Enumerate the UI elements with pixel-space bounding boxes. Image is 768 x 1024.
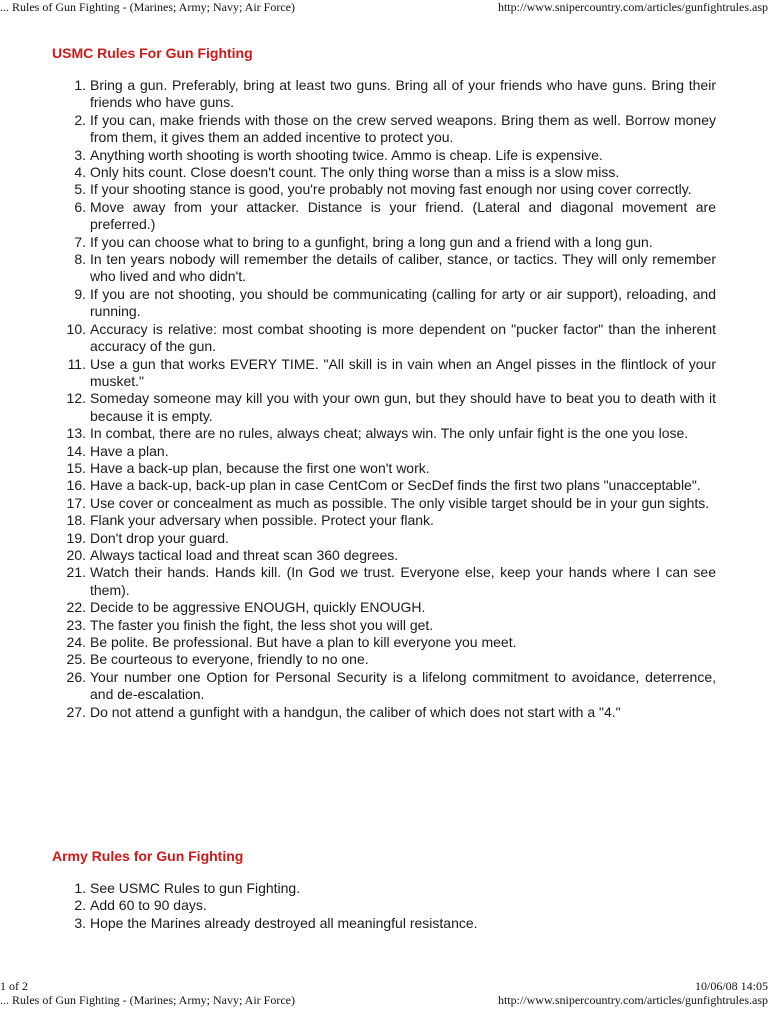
rule-number: 15. [66, 459, 86, 476]
usmc-rule-item [52, 669, 716, 704]
usmc-rule-item [52, 234, 716, 251]
rule-number: 4. [74, 164, 86, 181]
usmc-rule-item [52, 530, 716, 547]
rule-text: If you are not shooting, you should be communicating (calling for arty or air support), reloading, and running. [90, 285, 716, 320]
usmc-rule-item [52, 599, 716, 616]
usmc-rule-item [52, 321, 716, 356]
rule-text: Use cover or concealment as much as possible. The only visible target should be in your gun sights. [90, 494, 710, 511]
rule-number: 14. [66, 442, 86, 459]
rule-number: 2. [74, 897, 86, 914]
rule-number: 2. [74, 111, 86, 128]
rule-text: Your number one Option for Personal Security is a lifelong commitment to avoidance, deterrence, and de-escalation. [90, 668, 716, 703]
rule-text: Anything worth shooting is worth shooting twice. Ammo is cheap. Life is expensive. [90, 146, 603, 163]
rule-number: 6. [74, 198, 86, 215]
print-header [0, 0, 768, 16]
rule-text: Accuracy is relative: most combat shooting is more dependent on "pucker factor" than the inherent accuracy of the gun. [90, 320, 716, 355]
rule-text: Use a gun that works EVERY TIME. "All skill is in vain when an Angel pisses in the flintlock of your musket." [90, 355, 716, 389]
usmc-rule-item [52, 477, 716, 494]
rule-number: 12. [66, 390, 86, 407]
army-rule-item [52, 897, 716, 914]
rule-text: The faster you finish the fight, the less shot you will get. [90, 616, 434, 633]
rule-number: 8. [74, 251, 86, 268]
rule-text: Have a back-up, back-up plan in case CentCom or SecDef finds the first two plans "unacceptable". [90, 477, 701, 494]
header-url: http://www.snipercountry.com/articles/gunfightrules.asp [497, 0, 768, 14]
rule-text: Don't drop your guard. [90, 529, 229, 546]
army-rule-item [52, 915, 716, 932]
rule-number: 22. [66, 599, 86, 616]
usmc-rule-item [52, 199, 716, 234]
usmc-rule-item [52, 617, 716, 634]
rule-number: 1. [74, 880, 86, 896]
usmc-rule-item [52, 251, 716, 286]
rule-number: 3. [74, 146, 86, 163]
rule-number: 23. [66, 616, 86, 633]
usmc-rule-item [52, 634, 716, 651]
rule-number: 3. [74, 914, 86, 931]
rule-number: 13. [66, 425, 86, 442]
rule-text: If your shooting stance is good, you're probably not moving fast enough nor using cover correctly. [90, 181, 692, 198]
army-rule-item [52, 880, 716, 897]
usmc-rule-item [52, 443, 716, 460]
rule-number: 21. [66, 564, 86, 581]
rule-text: Someday someone may kill you with your own gun, but they should have to beat you to death with it because it is empty. [90, 390, 716, 424]
rule-text: Hope the Marines already destroyed all meaningful resistance. [90, 914, 478, 931]
usmc-rule-item [52, 651, 716, 668]
rule-number: 11. [67, 355, 86, 372]
usmc-rule-item [52, 547, 716, 564]
rule-text: Do not attend a gunfight with a handgun, the caliber of which does not start with a "4." [90, 703, 621, 720]
header-page-title: ... Rules of Gun Fighting - (Marines; Army; Navy; Air Force) [0, 0, 295, 14]
rule-number: 19. [66, 529, 86, 546]
rule-number: 16. [66, 477, 86, 494]
rule-number: 27. [66, 703, 86, 720]
rule-number: 9. [74, 285, 86, 302]
usmc-rule-item [52, 564, 716, 599]
rule-number: 24. [66, 634, 86, 650]
next-header-url: http://www.snipercountry.com/articles/gunfightrules.asp [497, 993, 768, 1007]
next-page-header [0, 993, 768, 1009]
rule-text: Watch their hands. Hands kill. (In God we trust. Everyone else, keep your hands where I can see them). [90, 564, 716, 598]
rule-text: See USMC Rules to gun Fighting. [90, 880, 301, 896]
usmc-rule-item [52, 112, 716, 147]
rule-text: Have a back-up plan, because the first one won't work. [90, 459, 430, 476]
next-header-page-title: ... Rules of Gun Fighting - (Marines; Army; Navy; Air Force) [0, 993, 295, 1007]
usmc-rule-item [52, 356, 716, 391]
army-rules-list [52, 880, 716, 932]
rule-text: Decide to be aggressive ENOUGH, quickly ENOUGH. [90, 599, 426, 616]
usmc-rule-item [52, 495, 716, 512]
usmc-rule-item [52, 147, 716, 164]
usmc-rule-item [52, 512, 716, 529]
usmc-rule-item [52, 77, 716, 112]
usmc-rule-item [52, 181, 716, 198]
rule-number: 1. [74, 77, 86, 93]
footer-datetime: 10/06/08 14:05 [694, 979, 768, 993]
army-section-title: Army Rules for Gun Fighting [52, 848, 244, 864]
usmc-rule-item [52, 425, 716, 442]
rule-number: 5. [74, 181, 86, 198]
usmc-rule-item [52, 460, 716, 477]
rule-text: In combat, there are no rules, always cheat; always win. The only unfair fight is the one you lose. [90, 425, 689, 442]
rule-number: 7. [74, 233, 86, 250]
rule-text: Have a plan. [90, 442, 169, 459]
usmc-rule-item [52, 164, 716, 181]
rule-number: 17. [66, 494, 86, 511]
usmc-rule-item [52, 390, 716, 425]
rule-text: Bring a gun. Preferably, bring at least two guns. Bring all of your friends who have guns. Bring their friends who have guns. [90, 77, 716, 111]
usmc-rule-item [52, 286, 716, 321]
rule-number: 25. [66, 651, 86, 668]
rule-text: Add 60 to 90 days. [90, 897, 207, 914]
rule-text: If you can, make friends with those on the crew served weapons. Bring them as well. Borrow money from them, it gives them an added incentive to protect you. [90, 111, 716, 146]
rule-text: If you can choose what to bring to a gunfight, bring a long gun and a friend with a long gun. [90, 233, 653, 250]
rule-text: Always tactical load and threat scan 360 degrees. [90, 546, 399, 563]
usmc-rule-item [52, 704, 716, 721]
rule-text: Move away from your attacker. Distance is your friend. (Lateral and diagonal movement are preferred.) [90, 198, 716, 233]
rule-number: 20. [66, 546, 86, 563]
rule-number: 10. [66, 320, 86, 337]
rule-number: 26. [66, 668, 86, 685]
usmc-rules-list [52, 77, 716, 721]
rule-text: Only hits count. Close doesn't count. The only thing worse than a miss is a slow miss. [90, 164, 620, 181]
footer-page-number: 1 of 2 [0, 979, 28, 993]
rule-text: Flank your adversary when possible. Protect your flank. [90, 512, 434, 529]
rule-number: 18. [66, 512, 86, 529]
usmc-section-title: USMC Rules For Gun Fighting [52, 45, 253, 61]
rule-text: Be polite. Be professional. But have a plan to kill everyone you meet. [90, 634, 517, 650]
rule-text: In ten years nobody will remember the details of caliber, stance, or tactics. They will only remember who lived and who didn't. [90, 251, 716, 285]
rule-text: Be courteous to everyone, friendly to no one. [90, 651, 369, 668]
